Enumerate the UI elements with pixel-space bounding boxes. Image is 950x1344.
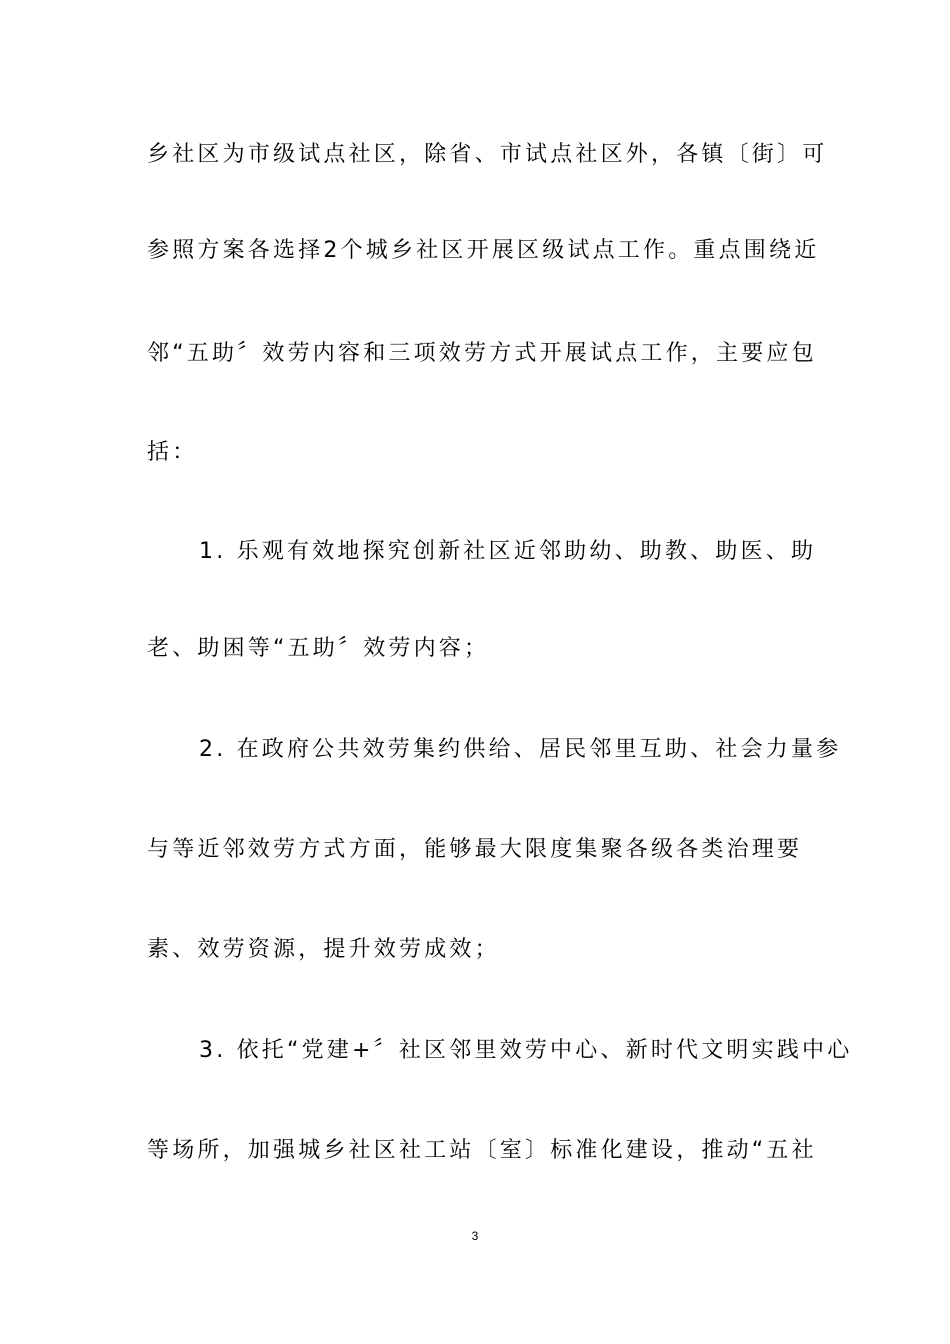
list-item-2-line-2: 与等近邻效劳方式方面，能够最大限度集聚各级各类治理要 <box>147 837 803 862</box>
list-item-2-line-3: 素、效劳资源，提升效劳成效； <box>147 937 500 962</box>
text-line-2: 参照方案各选择2个城乡社区开展区级试点工作。重点围绕近 <box>147 238 820 263</box>
list-item-3-line-2: 等场所，加强城乡社区社工站〔室〕标准化建设，推动“五社 <box>147 1138 817 1163</box>
text-line-1: 乡社区为市级试点社区，除省、市试点社区外，各镇〔街〕可 <box>147 142 828 167</box>
text-line-4: 括： <box>147 440 198 465</box>
list-item-1-line-1: 1. 乐观有效地探究创新社区近邻助幼、助教、助医、助 <box>199 539 817 564</box>
list-item-1-line-2: 老、助困等“五助〞效劳内容； <box>147 636 490 661</box>
list-item-3-line-1: 3. 依托“党建+〞社区邻里效劳中心、新时代文明实践中心 <box>199 1038 853 1063</box>
list-item-2-line-1: 2. 在政府公共效劳集约供给、居民邻里互助、社会力量参 <box>199 737 842 762</box>
page-number: 3 <box>471 1229 479 1243</box>
text-line-3: 邻“五助〞效劳内容和三项效劳方式开展试点工作，主要应包 <box>147 341 817 366</box>
